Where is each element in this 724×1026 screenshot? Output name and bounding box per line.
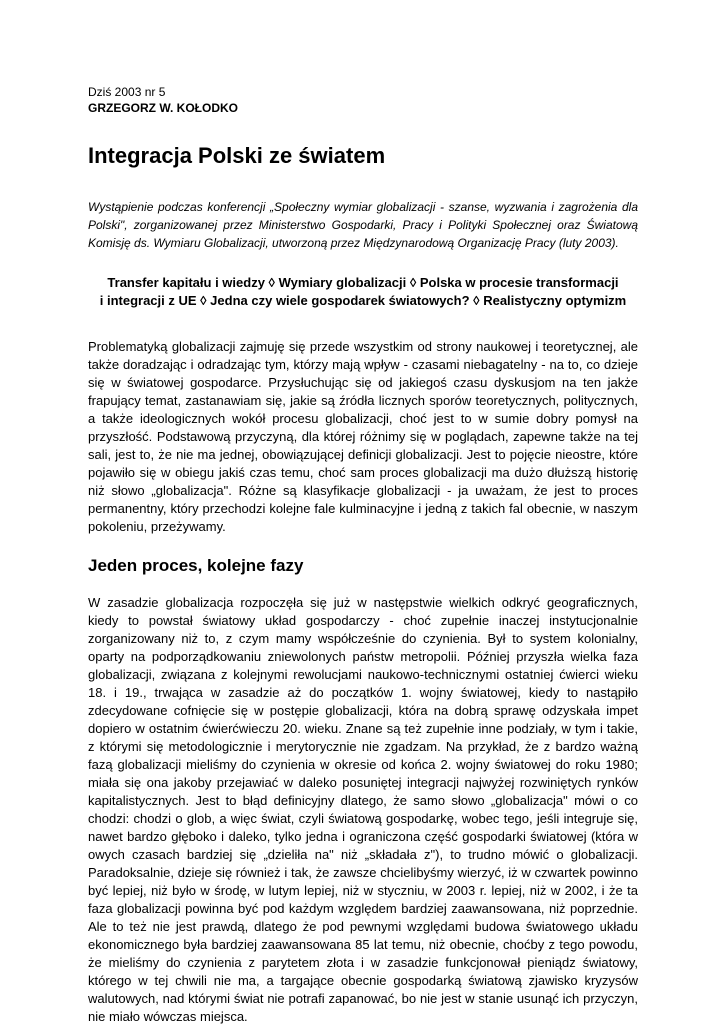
toc-line-1: Transfer kapitału i wiedzy ◊ Wymiary globalizacji ◊ Polska w procesie transformacji	[107, 275, 619, 290]
body-paragraph-1: Problematyką globalizacji zajmuję się przede wszystkim od strony naukowej i teoretycznej, ale także doradzając i odradzając tym, którzy mają wpływ - czasami niebagatelny - na to, co dzieje się w światowej gospodarce. Przysłuchując się od jakiegoś czasu dyskusjom na ten jakże frapujący temat, zastanawiam się, jakie są źródła licznych sporów teoretycznych, politycznych, a także ideologicznych wokół procesu globalizacji, choć jest to w sumie dobry pomysł na przyszłość. Podstawową przyczyną, dla której różnimy się w poglądach, zapewne także na tej sali, jest to, że nie ma jednej, obowiązującej definicji globalizacji. Jest to pojęcie nieostre, które pojawiło się w obiegu jakiś czas temu, choć sam proces globalizacji ma dużo dłuższą historię niż słowo „globalizacja". Różne są klasyfikacje globalizacji - ja uważam, że jest to proces permanentny, który przechodzi kolejne fale kulminacyjne i jedną z takich fal obecnie, w naszym pokoleniu, przeżywamy.	[88, 339, 638, 534]
section-heading: Jeden proces, kolejne fazy	[88, 556, 304, 575]
author-name: GRZEGORZ W. KOŁODKO	[88, 101, 238, 115]
document-page	[88, 84, 638, 1026]
body-paragraph-2: W zasadzie globalizacja rozpoczęła się już w następstwie wielkich odkryć geograficznych, kiedy to powstał światowy układ gospodarczy - choć zupełnie inaczej instytucjonalnie zorganizowany niż to, z czym mamy współcześnie do czynienia. Był to system kolonialny, oparty na podporządkowaniu zniewolonych państw metropolii. Później przyszła wielka faza globalizacji, związana z kolejnymi rewolucjami naukowo-technicznymi ostatniej ćwierci wieku 18. i 19., trwająca w zasadzie aż do początków 1. wojny światowej, kiedy to nastąpiło zdecydowane cofnięcie się w postępie globalizacji, która na dobrą sprawę odzyskała impet dopiero w ostatnim ćwierćwieczu 20. wieku. Znane są też zupełnie inne podziały, w tym i takie, z którymi się metodologicznie i merytorycznie nie zgadzam. Na przykład, że z bardzo ważną fazą globalizacji mieliśmy do czynienia w okresie od końca 2. wojny światowej do roku 1980; miała się ona jakoby przejawiać w daleko posuniętej integracji najwyżej rozwiniętych rynków kapitalistycznych. Jest to błąd definicyjny dlatego, że samo słowo „globalizacja" mówi o co chodzi: chodzi o glob, a więc świat, czyli światową gospodarkę, wobec tego, jeśli integruje się, nawet bardzo głęboko i daleko, tylko jedna i ograniczona część gospodarki światowej (która w owych czasach bardziej się „dzieliła na" niż „składała z"), to trudno mówić o globalizacji. Paradoksalnie, dzieje się również i tak, że zawsze chcielibyśmy wierzyć, iż w czwartek powinno być lepiej, niż było w środę, w lutym lepiej, niż w styczniu, w 2003 r. lepiej, niż w 2002, i że ta faza globalizacji powinna być pod każdym względem bardziej zaawansowana, niż poprzednie. Ale to też nie jest prawdą, dlatego że pod pewnymi względami budowa światowego układu ekonomicznego była bardziej zaawansowana 85 lat temu, niż obecnie, choćby z tego powodu, że mieliśmy do czynienia z parytetem złota i w zasadzie funkcjonował pieniądz światowy, którego w tej chwili nie ma, a targające obecnie gospodarką światową zjawisko kryzysów walutowych, nad którymi świat nie potrafi zapanować, bo nie jest w stanie usunąć ich przyczyn, nie miało wówczas miejsca.	[88, 595, 638, 1024]
article-title: Integracja Polski ze światem	[88, 143, 386, 168]
publication-source: Dziś 2003 nr 5	[88, 85, 166, 99]
table-of-contents	[82, 274, 644, 310]
article-lead: Wystąpienie podczas konferencji „Społeczny wymiar globalizacji - szanse, wyzwania i zagrożenia dla Polski", zorganizowanej przez Ministerstwo Gospodarki, Pracy i Polityki Społecznej oraz Światową Komisję ds. Wymiaru Globalizacji, utworzoną przez Międzynarodową Organizację Pracy (luty 2003).	[88, 200, 638, 250]
toc-line-2: i integracji z UE ◊ Jedna czy wiele gospodarek światowych? ◊ Realistyczny optymizm	[99, 293, 627, 308]
